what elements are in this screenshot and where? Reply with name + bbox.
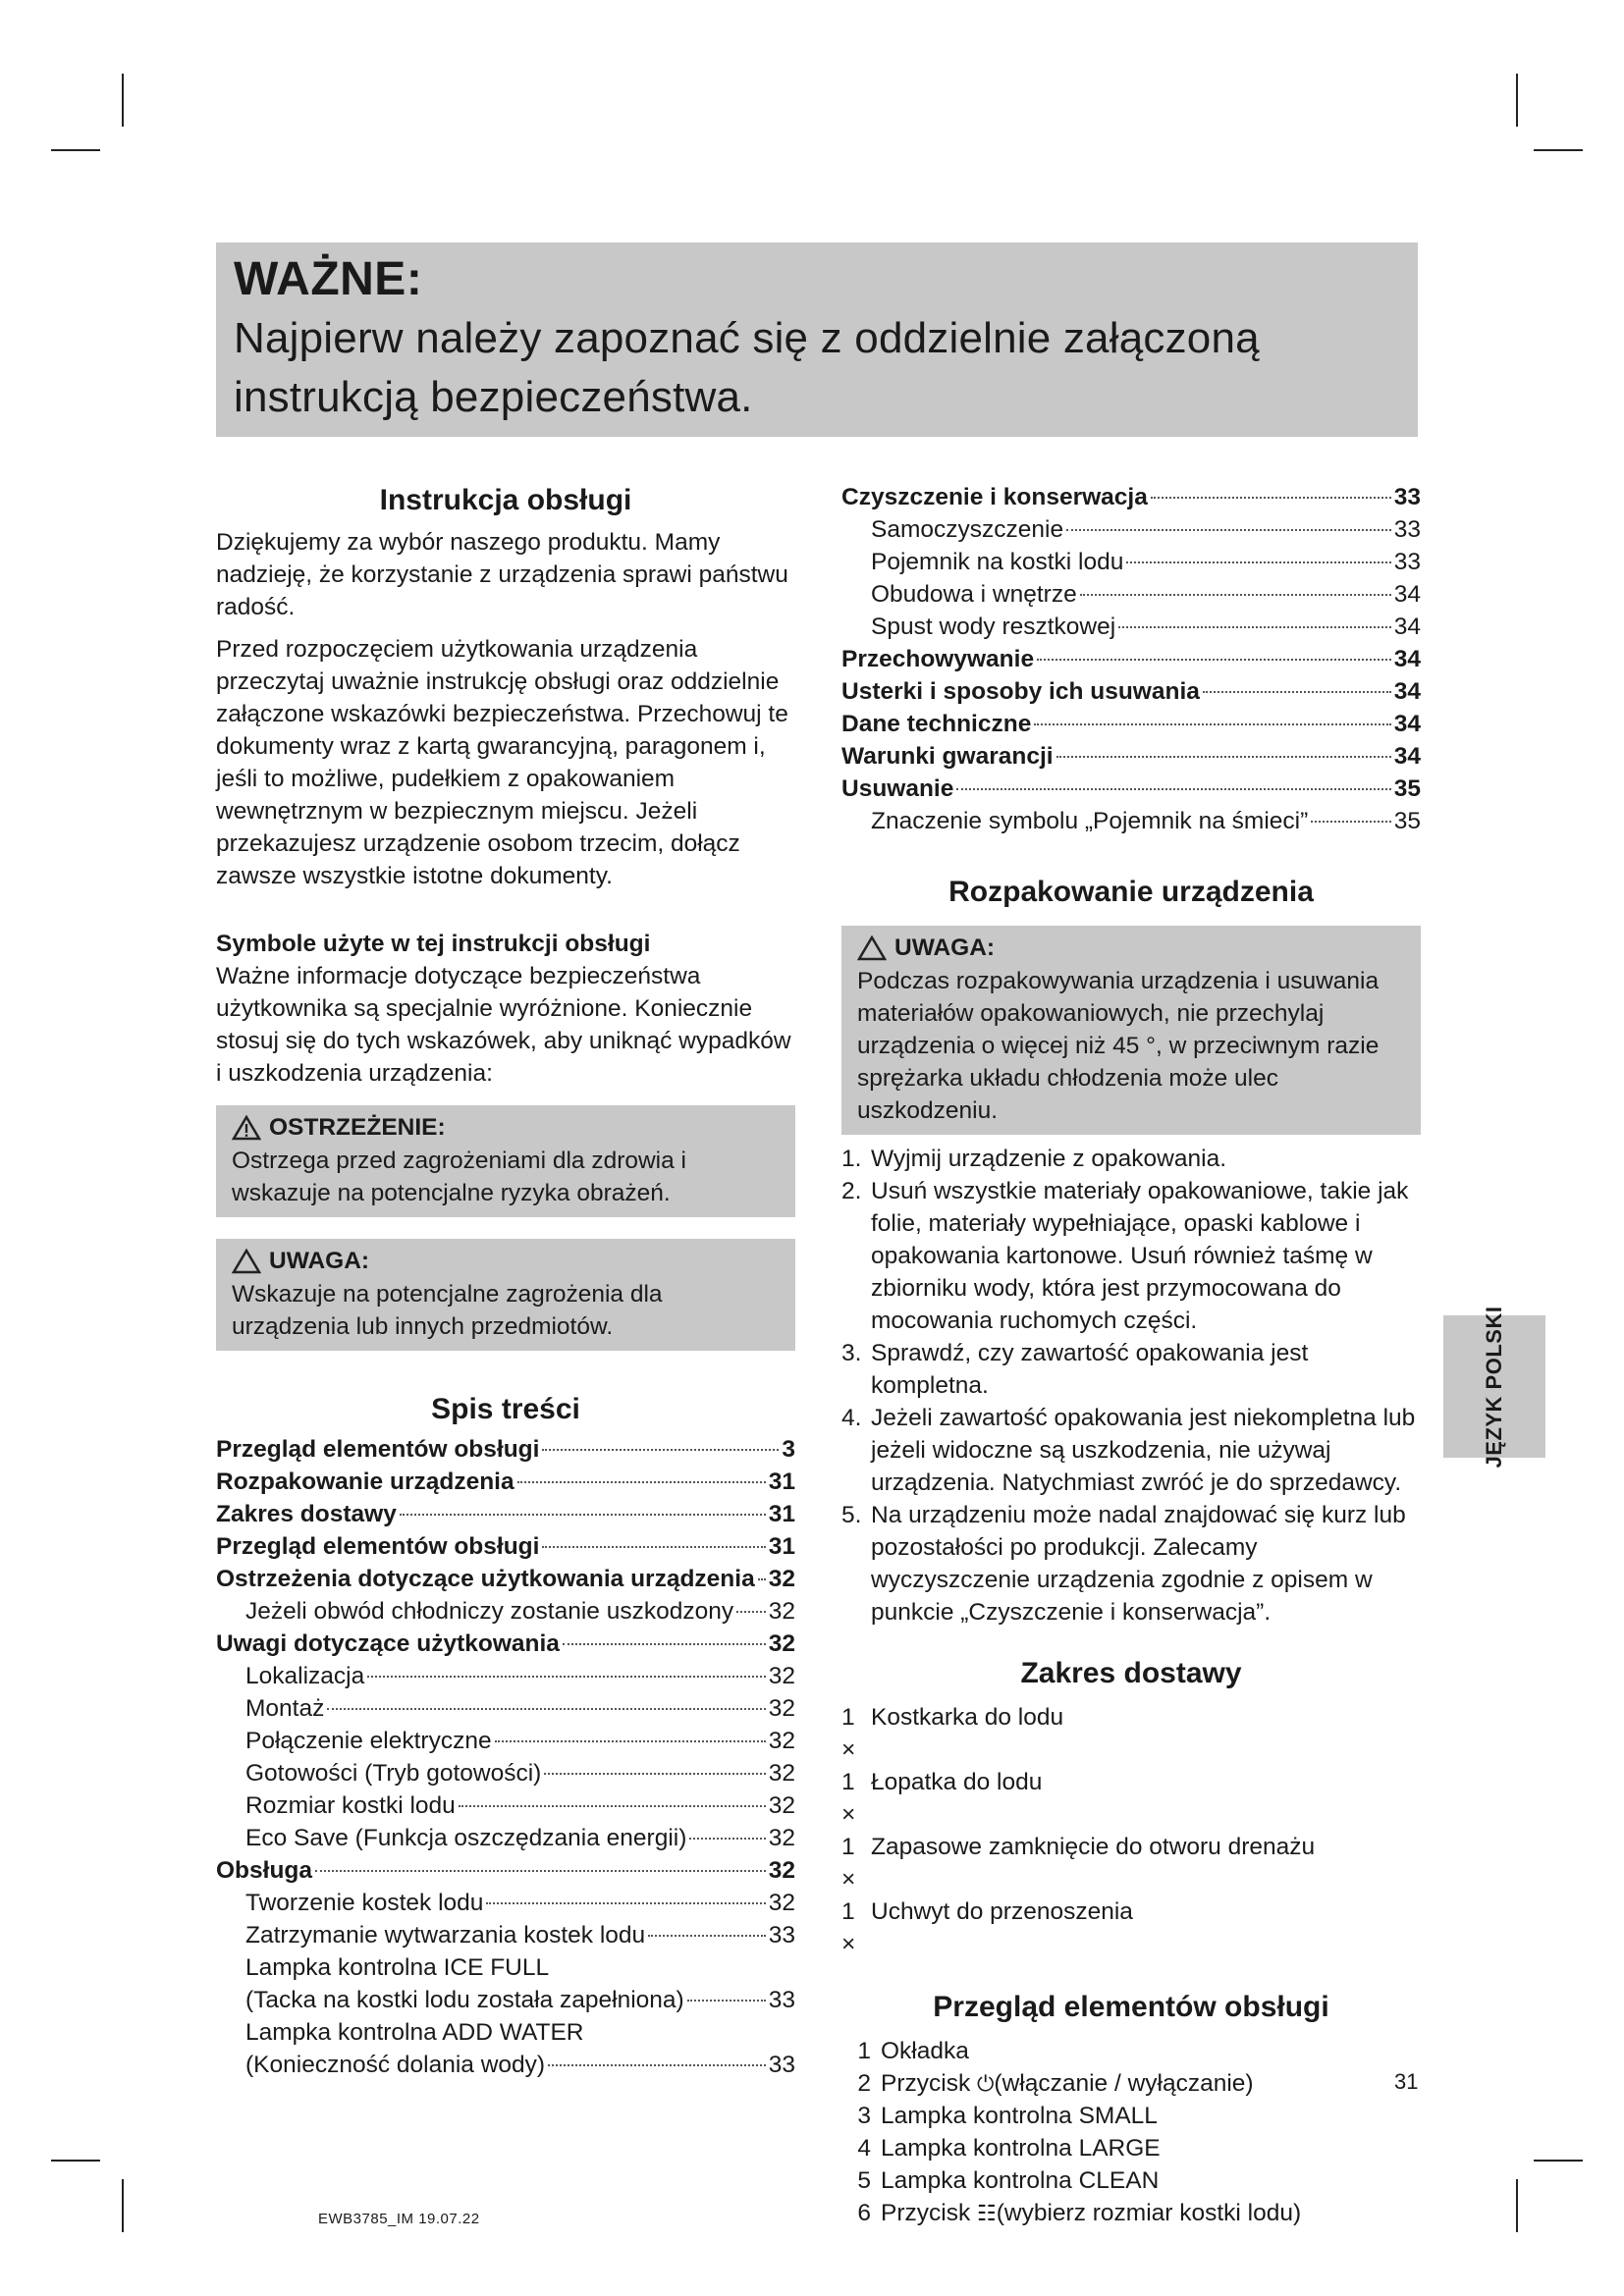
toc-leader-dots	[544, 1773, 765, 1775]
toc-leader-dots	[1126, 561, 1390, 563]
left-column	[216, 481, 795, 2081]
toc-leader-dots	[1203, 691, 1391, 693]
toc-entry	[841, 546, 1421, 578]
crop-mark	[51, 2160, 100, 2162]
toc-leader-dots	[1066, 529, 1391, 531]
toc-entry-label: Jeżeli obwód chłodniczy zostanie uszkodzony	[245, 1598, 734, 1625]
toc-entry-label: Usuwanie	[841, 775, 954, 802]
footer-code: EWB3785_IM 19.07.22	[318, 2211, 480, 2227]
toc-entry-label: Gotowości (Tryb gotowości)	[245, 1760, 542, 1787]
toc-entry-page: 34	[1393, 678, 1421, 705]
toc-entry	[216, 1951, 795, 1984]
toc-entry-label: Samoczyszczenie	[871, 516, 1064, 543]
item-number: 1 ×	[841, 1834, 856, 1893]
toc-entry	[216, 1822, 795, 1854]
toc-entry	[216, 1757, 795, 1789]
toc-leader-dots	[459, 1805, 766, 1807]
table-of-contents-left	[216, 1433, 795, 2081]
list-item	[841, 1701, 1421, 1766]
toc-entry-page: 35	[1393, 775, 1421, 802]
toc-entry	[841, 708, 1421, 740]
toc-entry-label: Warunki gwarancji	[841, 743, 1054, 770]
toc-entry-page: 33	[768, 1987, 795, 2013]
toc-entry-label: (Tacka na kostki lodu została zapełniona)	[245, 1987, 684, 2013]
item-text-pre: Przycisk	[881, 2070, 977, 2097]
toc-entry-label: Usterki i sposoby ich usuwania	[841, 678, 1200, 705]
item-number: 1 ×	[841, 1704, 856, 1763]
toc-entry	[841, 740, 1421, 773]
table-of-contents-right	[841, 481, 1421, 837]
item-text: Jeżeli zawartość opakowania jest niekompletna lub jeżeli widoczne są uszkodzenia, nie używaj urządzenia. Natychmiast zwróć je do sprzedawcy.	[871, 1405, 1416, 1496]
toc-leader-dots	[758, 1578, 766, 1580]
toc-entry-page: 33	[1393, 516, 1421, 543]
toc-entry-page: 31	[768, 1468, 795, 1495]
toc-entry-label: Obudowa i wnętrze	[871, 581, 1077, 608]
toc-entry-label: Eco Save (Funkcja oszczędzania energii)	[245, 1825, 687, 1851]
item-number: 6	[857, 2200, 871, 2226]
item-text-post: (włączanie / wyłączanie)	[994, 2070, 1254, 2097]
toc-entry	[216, 1498, 795, 1530]
caution-icon	[232, 1249, 261, 1274]
delivery-heading: Zakres dostawy	[1020, 1657, 1242, 1689]
unpack-caution-text: Podczas rozpakowywania urządzenia i usuwania materiałów opakowaniowych, nie przechylaj urządzenia o więcej niż 45 °, w przeciwnym razie sprężarka układu chłodzenia może ulec uszkodzeniu.	[857, 968, 1380, 1124]
toc-entry-label: Rozmiar kostki lodu	[245, 1792, 456, 1819]
toc-entry-label: Połączenie elektryczne	[245, 1728, 492, 1754]
list-item	[841, 2197, 1421, 2229]
toc-leader-dots	[367, 1676, 766, 1678]
crop-mark	[51, 149, 100, 151]
caution-box	[216, 1239, 795, 1351]
important-banner	[216, 242, 1418, 437]
toc-entry	[216, 2049, 795, 2081]
toc-entry-page: 34	[1393, 711, 1421, 737]
item-text: Na urządzeniu może nadal znajdować się kurz lub pozostałości po produkcji. Zalecamy wyczyszczenie urządzenia zgodnie z opisem w punkcie „Czyszczenie i konserwacja”.	[871, 1502, 1406, 1626]
toc-entry-label: Spust wody resztkowej	[871, 614, 1116, 640]
toc-entry-page: 32	[768, 1630, 795, 1657]
toc-leader-dots	[1118, 626, 1391, 628]
toc-entry-label: (Konieczność dolania wody)	[245, 2052, 546, 2078]
caution-title: UWAGA:	[269, 1248, 370, 1274]
toc-entry-page: 32	[768, 1825, 795, 1851]
toc-heading: Spis treści	[431, 1393, 580, 1425]
list-item	[841, 2164, 1421, 2197]
item-number: 4.	[841, 1405, 862, 1431]
toc-entry	[216, 1692, 795, 1725]
toc-leader-dots	[1311, 821, 1390, 823]
item-text: Usuń wszystkie materiały opakowaniowe, takie jak folie, materiały wypełniające, opaski kablowe i opakowania kartonowe. Usuń również taśmę w zbiorniku wody, która jest przymocowana do mocowania ruchomych części.	[871, 1178, 1409, 1334]
item-number: 2	[857, 2070, 871, 2097]
item-text	[881, 2067, 1254, 2100]
toc-entry-page: 31	[768, 1533, 795, 1560]
toc-entry-label: Przechowywanie	[841, 646, 1035, 672]
warning-icon	[232, 1115, 261, 1141]
list-item	[841, 1831, 1421, 1896]
toc-leader-dots	[956, 788, 1390, 790]
toc-entry-page: 32	[768, 1857, 795, 1884]
toc-entry	[216, 1887, 795, 1919]
toc-entry-page: 32	[768, 1695, 795, 1722]
item-text-post: (wybierz rozmiar kostki lodu)	[996, 2200, 1302, 2226]
list-item	[841, 1337, 1421, 1402]
list-item	[841, 2067, 1421, 2100]
item-number: 5	[857, 2167, 871, 2194]
toc-entry-label: Pojemnik na kostki lodu	[871, 549, 1124, 575]
item-text: Okładka	[881, 2038, 969, 2064]
toc-entry-page: 32	[768, 1663, 795, 1689]
item-text	[881, 2197, 1301, 2229]
toc-leader-dots	[1080, 594, 1391, 596]
toc-entry	[841, 513, 1421, 546]
toc-entry-label: Zakres dostawy	[216, 1501, 397, 1527]
toc-entry-label: Lampka kontrolna ICE FULL	[245, 1954, 550, 1981]
list-item	[841, 1402, 1421, 1499]
toc-entry-label: Lokalizacja	[245, 1663, 365, 1689]
crop-mark	[1516, 2179, 1518, 2232]
item-number: 1 ×	[841, 1898, 856, 1957]
toc-entry-label: Lampka kontrolna ADD WATER	[245, 2019, 584, 2046]
crop-mark	[122, 74, 124, 127]
delivery-list	[841, 1701, 1421, 1960]
banner-title: WAŻNE:	[234, 253, 423, 305]
toc-leader-dots	[1037, 659, 1391, 661]
page-number: 31	[1394, 2069, 1419, 2094]
banner-text: Najpierw należy zapoznać się z oddzielnie załączoną instrukcją bezpieczeństwa.	[234, 314, 1260, 421]
item-text: Sprawdź, czy zawartość opakowania jest kompletna.	[871, 1340, 1309, 1399]
toc-entry	[216, 1789, 795, 1822]
crop-mark	[122, 2179, 124, 2232]
caution-icon	[857, 935, 887, 961]
toc-entry-label: Dane techniczne	[841, 711, 1032, 737]
toc-entry-page: 33	[768, 2052, 795, 2078]
power-icon: ⏻	[977, 2071, 995, 2096]
toc-entry	[841, 481, 1421, 513]
toc-leader-dots	[486, 1902, 765, 1904]
toc-leader-dots	[400, 1514, 766, 1516]
toc-entry	[841, 643, 1421, 675]
toc-entry-label: Rozpakowanie urządzenia	[216, 1468, 514, 1495]
toc-leader-dots	[689, 1838, 765, 1840]
toc-entry-label: Czyszczenie i konserwacja	[841, 484, 1148, 510]
toc-entry-page: 34	[1393, 581, 1421, 608]
toc-entry	[216, 1530, 795, 1563]
toc-entry-page: 33	[1393, 484, 1421, 510]
controls-list	[841, 2035, 1421, 2229]
crop-mark	[1534, 149, 1583, 151]
toc-entry	[841, 675, 1421, 708]
toc-entry	[216, 1595, 795, 1628]
warning-header	[232, 1111, 780, 1145]
toc-entry	[841, 805, 1421, 837]
warning-box	[216, 1105, 795, 1217]
toc-leader-dots	[1056, 756, 1391, 758]
toc-entry-page: 31	[768, 1501, 795, 1527]
toc-leader-dots	[687, 2000, 766, 2002]
language-label: JĘZYK POLSKI	[1482, 1306, 1506, 1468]
unpack-steps	[841, 1143, 1421, 1629]
toc-entry	[216, 1725, 795, 1757]
toc-entry-page: 33	[768, 1922, 795, 1949]
list-item	[841, 2132, 1421, 2164]
item-text: Łopatka do lodu	[871, 1769, 1043, 1795]
item-text: Lampka kontrolna SMALL	[881, 2103, 1158, 2129]
caution-text: Wskazuje na potencjalne zagrożenia dla urządzenia lub innych przedmiotów.	[232, 1281, 663, 1340]
item-text: Zapasowe zamknięcie do otworu drenażu	[871, 1834, 1316, 1860]
list-item	[841, 1896, 1421, 1960]
toc-entry-page: 34	[1393, 614, 1421, 640]
list-item	[841, 1175, 1421, 1337]
item-number: 5.	[841, 1502, 862, 1528]
toc-entry-page: 32	[768, 1890, 795, 1916]
symbols-text: Ważne informacje dotyczące bezpieczeństwa użytkownika są specjalnie wyróżnione. Koniecznie stosuj się do tych wskazówek, aby uniknąć wypadków i uszkodzenia urządzenia:	[216, 963, 791, 1087]
list-item	[841, 2100, 1421, 2132]
toc-entry-label: Znaczenie symbolu „Pojemnik na śmieci”	[871, 808, 1309, 834]
toc-entry-label: Tworzenie kostek lodu	[245, 1890, 484, 1916]
toc-entry-page: 34	[1393, 646, 1421, 672]
item-text: Kostkarka do lodu	[871, 1704, 1064, 1731]
toc-entry	[216, 2016, 795, 2049]
item-number: 1.	[841, 1146, 862, 1172]
toc-entry	[216, 1433, 795, 1466]
toc-leader-dots	[315, 1870, 766, 1872]
toc-entry-page: 32	[768, 1598, 795, 1625]
toc-leader-dots	[648, 1935, 766, 1937]
ice-size-icon: ☷	[977, 2201, 997, 2225]
toc-leader-dots	[548, 2064, 766, 2066]
item-number: 3	[857, 2103, 871, 2129]
toc-leader-dots	[736, 1611, 766, 1613]
toc-leader-dots	[517, 1481, 766, 1483]
symbols-heading: Symbole użyte w tej instrukcji obsługi	[216, 931, 651, 957]
toc-leader-dots	[542, 1449, 779, 1451]
toc-entry	[841, 578, 1421, 611]
intro-paragraph: Dziękujemy za wybór naszego produktu. Mamy nadzieję, że korzystanie z urządzenia sprawi państwu radość.	[216, 529, 788, 620]
warning-text: Ostrzega przed zagrożeniami dla zdrowia i wskazuje na potencjalne ryzyka obrażeń.	[232, 1148, 686, 1206]
toc-entry-label: Uwagi dotyczące użytkowania	[216, 1630, 560, 1657]
item-text: Wyjmij urządzenie z opakowania.	[871, 1146, 1226, 1172]
item-number: 1 ×	[841, 1769, 856, 1828]
toc-entry	[841, 611, 1421, 643]
item-number: 1	[857, 2038, 871, 2064]
toc-entry	[216, 1660, 795, 1692]
read-paragraph: Przed rozpoczęciem użytkowania urządzenia przeczytaj uważnie instrukcję obsługi oraz oddzielnie załączone wskazówki bezpieczeństwa. Przechowuj te dokumenty wraz z kartą gwarancyjną, paragonem i, jeśli to możliwe, pudełkiem z opakowaniem wewnętrznym w bezpiecznym miejscu. Jeżeli przekazujesz urządzenie osobom trzecim, dołącz zawsze wszystkie istotne dokumenty.	[216, 636, 788, 889]
list-item	[841, 1499, 1421, 1629]
item-number: 4	[857, 2135, 871, 2162]
toc-leader-dots	[327, 1708, 765, 1710]
toc-entry	[216, 1854, 795, 1887]
toc-entry-label: Obsługa	[216, 1857, 313, 1884]
right-column	[841, 481, 1421, 2229]
language-side-tab	[1443, 1306, 1545, 1468]
toc-entry-page: 35	[1393, 808, 1421, 834]
toc-entry-page: 32	[768, 1760, 795, 1787]
toc-entry	[216, 1919, 795, 1951]
toc-entry	[216, 1466, 795, 1498]
toc-entry	[841, 773, 1421, 805]
manual-heading: Instrukcja obsługi	[379, 484, 632, 516]
toc-entry-page: 32	[768, 1792, 795, 1819]
toc-entry-page: 32	[768, 1728, 795, 1754]
caution-header	[232, 1245, 780, 1278]
toc-leader-dots	[1151, 497, 1391, 499]
item-text: Uchwyt do przenoszenia	[871, 1898, 1133, 1925]
toc-entry-label: Zatrzymanie wytwarzania kostek lodu	[245, 1922, 646, 1949]
list-item	[841, 2035, 1421, 2067]
unpack-caution-box	[841, 926, 1421, 1135]
item-number: 2.	[841, 1178, 862, 1204]
toc-entry-label: Ostrzeżenia dotyczące użytkowania urządzenia	[216, 1566, 755, 1592]
item-number: 3.	[841, 1340, 862, 1366]
toc-leader-dots	[542, 1546, 765, 1548]
toc-entry-label: Przegląd elementów obsługi	[216, 1436, 540, 1463]
toc-entry-label: Montaż	[245, 1695, 325, 1722]
crop-mark	[1516, 74, 1518, 127]
warning-title: OSTRZEŻENIE:	[269, 1114, 446, 1141]
unpack-caution-title: UWAGA:	[894, 934, 996, 961]
unpack-caution-header	[857, 932, 1405, 965]
toc-entry-page: 34	[1393, 743, 1421, 770]
toc-entry-label: Przegląd elementów obsługi	[216, 1533, 540, 1560]
toc-entry-page: 33	[1393, 549, 1421, 575]
toc-leader-dots	[563, 1643, 766, 1645]
crop-mark	[1534, 2160, 1583, 2162]
toc-entry	[216, 1628, 795, 1660]
toc-entry	[216, 1984, 795, 2016]
toc-leader-dots	[1034, 723, 1390, 725]
item-text: Lampka kontrolna LARGE	[881, 2135, 1161, 2162]
list-item	[841, 1143, 1421, 1175]
toc-leader-dots	[495, 1740, 766, 1742]
item-text-pre: Przycisk	[881, 2200, 977, 2226]
toc-entry-page: 32	[768, 1566, 795, 1592]
unpack-heading: Rozpakowanie urządzenia	[948, 876, 1314, 908]
toc-entry	[216, 1563, 795, 1595]
toc-entry-page: 3	[782, 1436, 795, 1463]
controls-heading: Przegląd elementów obsługi	[933, 1991, 1329, 2023]
item-text: Lampka kontrolna CLEAN	[881, 2167, 1160, 2194]
list-item	[841, 1766, 1421, 1831]
